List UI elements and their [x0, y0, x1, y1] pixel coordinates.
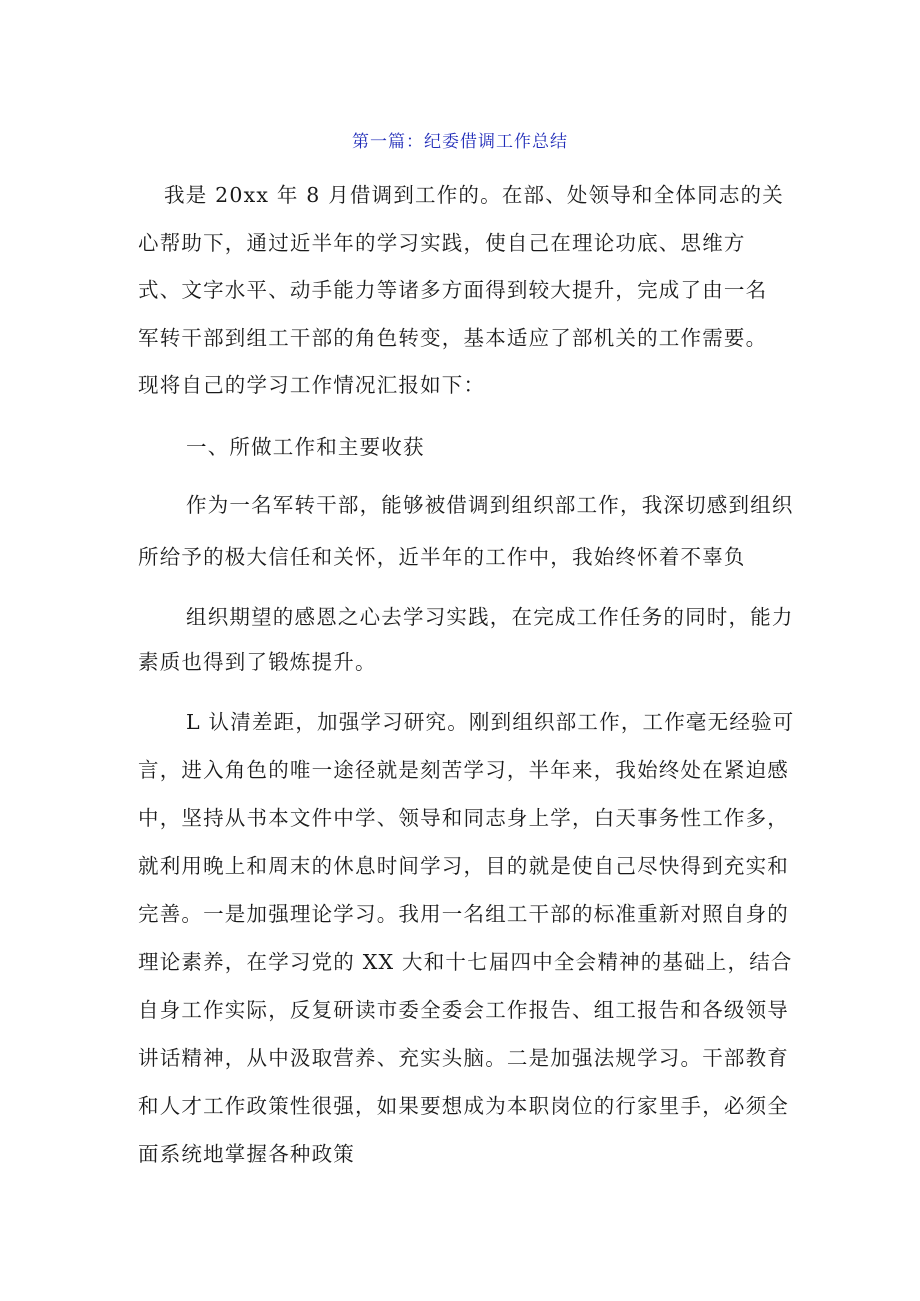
- paragraph3-line-5: 完善。一是加强理论学习。我用一名组工干部的标准重新对照自身的: [138, 902, 789, 926]
- paragraph3-line-3: 中，坚持从书本文件中学、领导和同志身上学，白天事务性工作多，: [138, 806, 789, 830]
- paragraph3-line-8: 讲话精神，从中汲取营养、充实头脑。二是加强法规学习。干部教育: [138, 1046, 789, 1070]
- intro-line-4: 军转干部到组工干部的角色转变，基本适应了部机关的工作需要。: [138, 326, 768, 350]
- paragraph3-line-2: 言，进入角色的唯一途径就是刻苦学习，半年来，我始终处在紧迫感: [138, 758, 789, 782]
- intro-line-2: 心帮助下，通过近半年的学习实践，使自己在理论功底、思维方: [138, 231, 746, 255]
- paragraph2-line-1: 组织期望的感恩之心去学习实践，在完成工作任务的同时，能力: [186, 605, 794, 629]
- section-heading: 一、所做工作和主要收获: [186, 435, 425, 459]
- paragraph1-line-2: 所给予的极大信任和关怀，近半年的工作中，我始终怀着不辜负: [138, 545, 746, 569]
- intro-line-3: 式、文字水平、动手能力等诸多方面得到较大提升，完成了由一名: [138, 278, 768, 302]
- paragraph1-line-1: 作为一名军转干部，能够被借调到组织部工作，我深切感到组织: [186, 493, 794, 517]
- paragraph2-line-2: 素质也得到了锻炼提升。: [138, 650, 377, 674]
- paragraph3-line-4: 就利用晚上和周末的休息时间学习，目的就是使自己尽快得到充实和: [138, 854, 789, 878]
- intro-line-1: 我是 20xx 年 8 月借调到工作的。在部、处领导和全体同志的关: [164, 183, 784, 207]
- paragraph3-line-10: 面系统地掌握各种政策: [138, 1142, 355, 1166]
- paragraph3-line-1: L 认清差距，加强学习研究。刚到组织部工作，工作毫无经验可: [186, 710, 795, 734]
- intro-line-5: 现将自己的学习工作情况汇报如下：: [138, 373, 486, 397]
- document-title: 第一篇：纪委借调工作总结: [352, 132, 568, 152]
- paragraph3-line-6: 理论素养，在学习党的 XX 大和十七届四中全会精神的基础上，结合: [138, 950, 793, 974]
- paragraph3-line-7: 自身工作实际，反复研读市委全委会工作报告、组工报告和各级领导: [138, 998, 789, 1022]
- paragraph3-line-9: 和人才工作政策性很强，如果要想成为本职岗位的行家里手，必须全: [138, 1094, 789, 1118]
